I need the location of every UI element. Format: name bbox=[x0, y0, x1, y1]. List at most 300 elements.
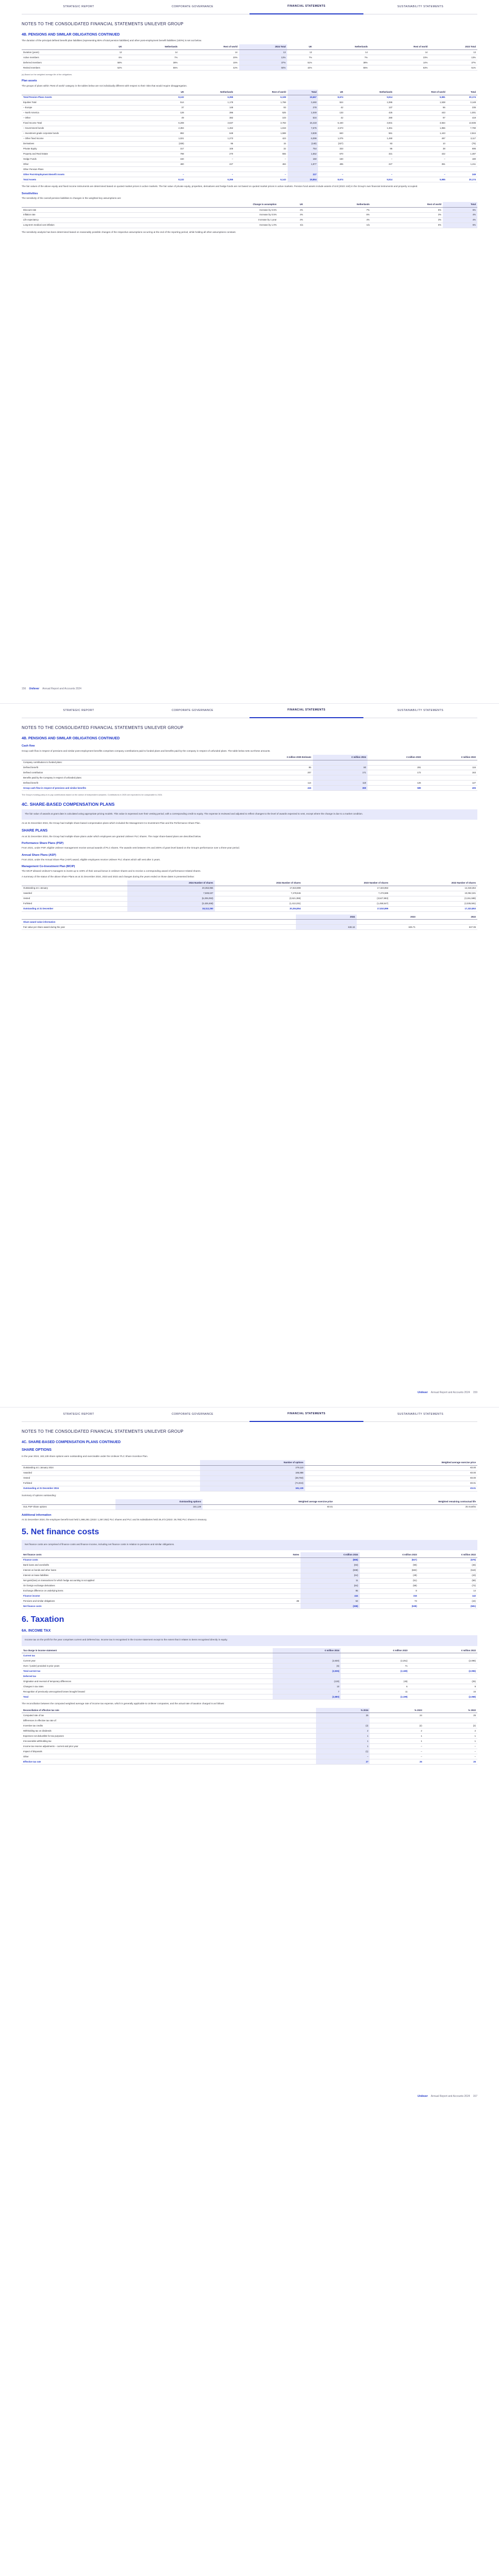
table-row bbox=[22, 1588, 477, 1594]
table-header: Rest of world bbox=[371, 202, 443, 207]
row-label: Derivatives bbox=[22, 141, 159, 146]
table-row bbox=[22, 55, 477, 60]
table-row bbox=[22, 1504, 477, 1510]
table-cell bbox=[394, 167, 447, 172]
table-cell bbox=[296, 920, 356, 925]
table-header: Reconciliation of effective tax rate bbox=[22, 1708, 316, 1713]
table-row bbox=[22, 1664, 477, 1669]
table-cell: 13% bbox=[239, 55, 287, 60]
table-cell: 7% bbox=[124, 55, 179, 60]
row-label: Fixed Income Total bbox=[22, 121, 159, 126]
nav-corporate-governance[interactable]: CORPORATE GOVERNANCE bbox=[172, 5, 213, 8]
table-row bbox=[22, 126, 477, 131]
table-cell: 7,473,585 bbox=[302, 891, 390, 896]
table-row bbox=[22, 141, 477, 146]
table-cell: 17,323,853 bbox=[302, 886, 390, 891]
row-label: Life expectancy bbox=[22, 217, 165, 223]
table-cell: 207 bbox=[227, 770, 313, 775]
table-cell: 25 bbox=[424, 1713, 477, 1718]
table-cell: 6,099 bbox=[288, 136, 318, 141]
table-cell bbox=[417, 920, 477, 925]
table-cell: – bbox=[318, 172, 345, 177]
policy-text: Net finance costs are comprised of finance costs and finance income, including net finance costs in relation to pensions and similar obligations. bbox=[25, 1543, 175, 1546]
table-cell: 7,790 bbox=[447, 126, 477, 131]
table-cell: (2,199) bbox=[341, 1694, 409, 1700]
table-cell: (51) bbox=[360, 1578, 419, 1583]
table-cell: 8,674 bbox=[318, 177, 345, 182]
table-cell: 142 bbox=[419, 1594, 477, 1599]
table-cell: 95 bbox=[301, 1588, 359, 1594]
page-2 bbox=[0, 704, 499, 1407]
table-cell: 317 bbox=[159, 146, 186, 151]
table-cell: (72) bbox=[419, 1583, 477, 1588]
table-cell bbox=[423, 760, 477, 765]
table-header bbox=[22, 202, 165, 207]
table-cell: 5,514 bbox=[345, 95, 394, 100]
table-cell: 14 bbox=[369, 50, 429, 55]
table-row bbox=[22, 896, 477, 901]
table-cell: – bbox=[235, 157, 288, 162]
table-cell: 37 bbox=[159, 105, 186, 110]
table-cell: 58% bbox=[97, 60, 123, 65]
table-header: Net finance costs bbox=[22, 1552, 270, 1557]
nav-financial-statements[interactable]: FINANCIAL STATEMENTS bbox=[250, 704, 363, 718]
row-label: Total Pension Plans Assets bbox=[22, 95, 159, 100]
table-cell: 20,174 bbox=[447, 177, 477, 182]
table-cell: 227 bbox=[288, 172, 318, 177]
table-row bbox=[22, 172, 477, 177]
table-cell: 279,110 bbox=[200, 1465, 305, 1470]
table-cell: 4,394 bbox=[159, 126, 186, 131]
table-cell: 1,552 bbox=[288, 151, 318, 157]
table-cell: 11 bbox=[301, 1578, 359, 1583]
table-row bbox=[22, 1465, 477, 1470]
table-header: € million 2023 bbox=[368, 755, 422, 760]
row-label: Outstanding at 31 December bbox=[22, 906, 127, 911]
table-row bbox=[22, 1739, 477, 1744]
table-cell: 1,877 bbox=[288, 162, 318, 167]
share-comp-text: As at 31 December 2024, the Group had multiple share-based compensation plans which included the Management Co-Investment Plan and the Performance Share Plan. bbox=[22, 822, 201, 825]
row-label: Net finance costs bbox=[22, 1604, 270, 1609]
row-label: Incentive tax credits bbox=[22, 1723, 316, 1728]
table-cell: 16,418 bbox=[288, 121, 318, 126]
nav-financial-statements[interactable]: FINANCIAL STATEMENTS bbox=[250, 0, 363, 14]
table-cell bbox=[424, 1718, 477, 1723]
table-header: € million 2022 bbox=[409, 1648, 477, 1653]
table-cell: (45) bbox=[341, 1679, 409, 1684]
table-cell: 6,355 bbox=[186, 177, 235, 182]
table-cell bbox=[409, 1653, 477, 1658]
table-cell: 42% bbox=[287, 65, 313, 71]
table-cell: 186,888 bbox=[200, 1470, 305, 1476]
table-cell: 93 bbox=[345, 141, 394, 146]
row-label: Property and Real Estate bbox=[22, 151, 159, 157]
top-nav bbox=[22, 0, 477, 14]
footer-brand: Unilever bbox=[29, 687, 40, 691]
table-row bbox=[22, 1749, 477, 1754]
table-cell: 12 bbox=[287, 50, 313, 55]
table-row bbox=[22, 1713, 477, 1718]
row-label: Outstanding at 1 January bbox=[22, 886, 127, 891]
table-cell: 163 bbox=[423, 770, 477, 775]
row-label: – Investment grade corporate bonds bbox=[22, 131, 159, 136]
table-cell: – bbox=[370, 1749, 423, 1754]
table-cell: 42 bbox=[318, 115, 345, 121]
table-cell: Increase by 0.5% bbox=[165, 207, 278, 212]
table-cell: 555 bbox=[235, 151, 288, 157]
sensitivities-title: Sensitivities bbox=[22, 192, 38, 195]
additional-info-title: Additional information bbox=[22, 1513, 52, 1517]
row-label: Current year bbox=[22, 1658, 273, 1664]
page-footer bbox=[22, 1391, 477, 1395]
table-cell: 17,323,853 bbox=[390, 906, 477, 911]
table-row bbox=[22, 105, 477, 110]
table-row bbox=[22, 786, 477, 791]
table-cell: 278 bbox=[288, 105, 318, 110]
table-cell: 369 bbox=[313, 786, 368, 791]
nav-sustainability-statements[interactable]: SUSTAINABILITY STATEMENTS bbox=[397, 709, 444, 712]
table-cell bbox=[318, 167, 345, 172]
table-header-row bbox=[22, 880, 477, 886]
table-cell: n/a bbox=[278, 223, 305, 228]
table-cell: 150 bbox=[288, 157, 318, 162]
table-cell: 534 bbox=[288, 115, 318, 121]
table-cell: (3,151,598) bbox=[390, 896, 477, 901]
notes-title: NOTES TO THE CONSOLIDATED FINANCIAL STATEMENTS UNILEVER GROUP bbox=[22, 1429, 184, 1434]
table-cell: 20,353,856 bbox=[127, 886, 215, 891]
table-cell: 648 bbox=[186, 131, 235, 136]
table-cell: 406 bbox=[423, 786, 477, 791]
footer-brand: Unilever bbox=[418, 1391, 428, 1395]
table-header: UK bbox=[287, 44, 313, 49]
table-cell: 485 bbox=[318, 162, 345, 167]
table-cell: 419 bbox=[447, 115, 477, 121]
table-row bbox=[22, 1669, 477, 1674]
table-row bbox=[22, 1573, 477, 1578]
table-row bbox=[22, 1604, 477, 1609]
table-cell bbox=[313, 775, 368, 781]
nav-financial-statements[interactable]: FINANCIAL STATEMENTS bbox=[250, 1408, 363, 1422]
share-plans-table bbox=[22, 880, 477, 912]
table-cell bbox=[273, 1674, 341, 1679]
table-cell: (339) bbox=[159, 141, 186, 146]
row-label: Differences in effective tax rate of: bbox=[22, 1718, 316, 1723]
table-cell: 524 bbox=[318, 100, 345, 105]
share-comp-title: 4C. SHARE-BASED COMPENSATION PLANS bbox=[22, 801, 115, 807]
top-nav bbox=[22, 704, 477, 718]
table-cell bbox=[227, 775, 313, 781]
table-header: € million 2024 bbox=[313, 755, 368, 760]
row-label: Inflation rate bbox=[22, 212, 165, 217]
plan-assets-text: The groups of plans within 'Rest of world' category in the tables below are not individually different with respect to their risks that would require disaggregation. bbox=[22, 84, 188, 87]
table-cell: 133 bbox=[318, 110, 345, 115]
table-cell: – bbox=[424, 1754, 477, 1759]
table-header: % 2023 bbox=[370, 1708, 423, 1713]
table-cell: 4B bbox=[270, 1599, 301, 1604]
nav-strategic-report[interactable]: STRATEGIC REPORT bbox=[63, 709, 94, 712]
nav-sustainability-statements[interactable]: SUSTAINABILITY STATEMENTS bbox=[397, 1413, 444, 1416]
table-cell bbox=[270, 1578, 301, 1583]
table-cell: 180 bbox=[447, 157, 477, 162]
table-cell bbox=[270, 1563, 301, 1568]
table-cell: (6,206,093) bbox=[127, 896, 215, 901]
table-cell: 1,598 bbox=[235, 131, 288, 136]
table-cell: 425 bbox=[345, 110, 394, 115]
table-row bbox=[22, 1563, 477, 1568]
table-row bbox=[22, 770, 477, 775]
table-row bbox=[22, 925, 477, 930]
table-cell: 11 bbox=[341, 1689, 409, 1694]
table-row bbox=[22, 1599, 477, 1604]
table-cell: 7,675 bbox=[288, 126, 318, 131]
row-label: Deferred tax bbox=[22, 1674, 273, 1679]
row-label: – North America bbox=[22, 110, 159, 115]
table-cell: 55% bbox=[313, 65, 369, 71]
table-header: Rest of world bbox=[394, 90, 447, 95]
table-cell: 4% bbox=[305, 217, 371, 223]
row-label: Total Assets bbox=[22, 177, 159, 182]
table-cell: (2) bbox=[370, 1723, 423, 1728]
table-cell: 18,112,250 bbox=[127, 906, 215, 911]
table-cell: 25 bbox=[424, 1759, 477, 1765]
table-cell: (682) bbox=[360, 1568, 419, 1573]
table-header: 2023 bbox=[357, 914, 417, 920]
policy-box bbox=[22, 809, 477, 820]
mcip-text: The MCIP allowed Unilever's managers to invest up to 100% of their annual bonus in Unilever shares and to receive a corresponding award of performance-related shares. bbox=[22, 870, 201, 873]
table-cell: (64) bbox=[301, 1573, 359, 1578]
table-cell: (1,413,231) bbox=[215, 901, 303, 906]
table-cell: 51% bbox=[287, 60, 313, 65]
table-cell: (2,096) bbox=[409, 1658, 477, 1664]
table-cell: 55% bbox=[124, 65, 179, 71]
table-cell: (2,035,591) bbox=[390, 901, 477, 906]
row-label: Impact of disposals bbox=[22, 1749, 316, 1754]
notes-title: NOTES TO THE CONSOLIDATED FINANCIAL STATEMENTS UNILEVER GROUP bbox=[22, 22, 184, 26]
table-header: Total bbox=[447, 90, 477, 95]
row-label: Finance income bbox=[22, 1594, 270, 1599]
row-label: Interest on lease liabilities bbox=[22, 1573, 270, 1578]
table-header: 2022 Number of shares bbox=[390, 880, 477, 886]
table-cell: 10 bbox=[394, 141, 447, 146]
share-plans-title: SHARE PLANS bbox=[22, 828, 48, 833]
row-label: Recognition of previously unrecognised losses brought forward bbox=[22, 1689, 273, 1694]
table-cell: 1 bbox=[316, 1744, 370, 1749]
table-cell: 3,460 bbox=[288, 100, 318, 105]
table-cell: (58) bbox=[419, 1578, 477, 1583]
table-cell: 3,783 bbox=[235, 121, 288, 126]
table-cell: (6) bbox=[273, 1664, 341, 1669]
table-cell: 1,001 bbox=[447, 110, 477, 115]
row-label: – Government bonds bbox=[22, 126, 159, 131]
table-row bbox=[22, 223, 477, 228]
table-row bbox=[22, 151, 477, 157]
table-cell: – bbox=[394, 172, 447, 177]
table-cell: 181,139 bbox=[115, 1504, 203, 1510]
table-cell: 118 bbox=[313, 781, 368, 786]
table-cell: 42 bbox=[318, 105, 345, 110]
policy-text: The fair value of awards at grant date is calculated using appropriate pricing models. This value is expensed over their vesting period, with a corresponding credit to equity. The expense is reviewed and adjusted to reflect changes to the level of awards expected to vest, except where the change is due to a market condition. bbox=[25, 812, 363, 816]
table-cell: €0.01 bbox=[305, 1481, 477, 1486]
table-row bbox=[22, 1674, 477, 1679]
table-cell: (76) bbox=[447, 141, 477, 146]
table-cell: 249 bbox=[447, 172, 477, 177]
table-cell bbox=[313, 760, 368, 765]
row-label: Effective tax rate bbox=[22, 1759, 316, 1765]
table-cell: 17,810,899 bbox=[302, 906, 390, 911]
section-title: 4B. PENSIONS AND SIMILAR OBLIGATIONS CONTINUED bbox=[22, 736, 120, 740]
row-label: Group cash flow in respect of pensions and similar benefits bbox=[22, 786, 227, 791]
table-header: € million 2024 bbox=[301, 1552, 359, 1557]
table-cell: (74,034) bbox=[200, 1481, 305, 1486]
table-cell: 137 bbox=[345, 105, 394, 110]
table-row bbox=[22, 65, 477, 71]
table-cell: 32 bbox=[235, 146, 288, 151]
table-header: Total bbox=[288, 90, 318, 95]
table-cell: 2,844 bbox=[447, 131, 477, 136]
table-cell: 227 bbox=[186, 162, 235, 167]
table-cell: – bbox=[394, 157, 447, 162]
table-cell: (2) bbox=[424, 1723, 477, 1728]
taxation-title: 6. Taxation bbox=[22, 1615, 64, 1624]
row-label: Other Post-Employment Benefit Assets bbox=[22, 172, 159, 177]
row-label: Withholding tax on dividends bbox=[22, 1728, 316, 1734]
table-cell: 127 bbox=[423, 781, 477, 786]
table-cell: €0.01 bbox=[203, 1504, 335, 1510]
table-cell: 484 bbox=[235, 162, 288, 167]
row-label: Company contributions to funded plans: bbox=[22, 760, 227, 765]
table-cell: 148 bbox=[186, 105, 235, 110]
table-cell: – bbox=[370, 1744, 423, 1749]
nav-strategic-report[interactable]: STRATEGIC REPORT bbox=[63, 5, 94, 8]
table-row bbox=[22, 1728, 477, 1734]
row-label: Private Equity bbox=[22, 146, 159, 151]
table-row bbox=[22, 1583, 477, 1588]
options-summary-label: Summary of options outstanding: bbox=[22, 1494, 57, 1497]
footer-text: Annual Report and Accounts 2024 bbox=[430, 1391, 470, 1395]
table-row bbox=[22, 207, 477, 212]
table-cell: 670 bbox=[318, 151, 345, 157]
policy-text: Income tax on the profit for the year comprises current and deferred tax. Income tax is recognised in the income statement except to the extent that it relates to items recognised directly in equity. bbox=[25, 1638, 228, 1641]
table-row bbox=[22, 177, 477, 182]
table-cell bbox=[357, 920, 417, 925]
table-cell: 4% bbox=[278, 212, 305, 217]
share-value-table bbox=[22, 914, 477, 930]
table-header: Weighted remaining contractual life bbox=[335, 1499, 477, 1504]
table-cell: 1,487 bbox=[447, 151, 477, 157]
table-cell: 105 bbox=[186, 146, 235, 151]
table-cell bbox=[270, 1573, 301, 1578]
table-cell: (38,750) bbox=[200, 1476, 305, 1481]
row-label: Duration (years) bbox=[22, 50, 97, 55]
table-cell: €0.01 bbox=[305, 1486, 477, 1491]
nav-corporate-governance[interactable]: CORPORATE GOVERNANCE bbox=[172, 709, 213, 712]
table-cell: 1,462 bbox=[186, 126, 235, 131]
table-row bbox=[22, 1694, 477, 1700]
table-cell: 1,538 bbox=[394, 100, 447, 105]
table-cell: 1 bbox=[316, 1739, 370, 1744]
share-plans-text: As at 31 December 2024, the Group had multiple share plans under which employees are granted Unilever PLC shares. The major share-based plans are described below. bbox=[22, 835, 202, 838]
table-row bbox=[22, 136, 477, 141]
table-row bbox=[22, 1594, 477, 1599]
row-label: Exchange difference on underlying items bbox=[22, 1588, 270, 1594]
table-cell bbox=[270, 1568, 301, 1573]
table-cell: 321 bbox=[345, 151, 394, 157]
table-row bbox=[22, 1754, 477, 1759]
table-cell: (885) bbox=[301, 1557, 359, 1563]
table-cell: (2,880) bbox=[273, 1694, 341, 1700]
table-header: Weighted average exercise price bbox=[305, 1460, 477, 1465]
table-cell: (2,836) bbox=[273, 1669, 341, 1674]
page-footer bbox=[22, 687, 477, 691]
duration-note: (a) Based on the weighted average life of the obligations. bbox=[22, 73, 73, 76]
table-cell bbox=[288, 167, 318, 172]
table-row bbox=[22, 60, 477, 65]
table-cell: 12 bbox=[97, 50, 123, 55]
table-header: Notes bbox=[270, 1552, 301, 1557]
table-cell: 1,490 bbox=[345, 136, 394, 141]
table-cell: 382 bbox=[186, 115, 235, 121]
table-header: 2023 Number of shares bbox=[302, 880, 390, 886]
table-cell: 525 bbox=[235, 110, 288, 115]
row-label: Other bbox=[22, 1754, 316, 1759]
table-cell: (46) bbox=[419, 1563, 477, 1568]
share-options-title: SHARE OPTIONS bbox=[22, 1448, 52, 1452]
table-cell: 53 bbox=[301, 1599, 359, 1604]
table-cell: 1,178 bbox=[186, 100, 235, 105]
table-cell: 17,810,899 bbox=[215, 886, 303, 891]
table-cell: 171 bbox=[313, 770, 368, 775]
table-cell: (327) bbox=[318, 141, 345, 146]
nav-sustainability-statements[interactable]: SUSTAINABILITY STATEMENTS bbox=[397, 5, 444, 8]
table-row bbox=[22, 50, 477, 55]
table-cell: 3,117 bbox=[447, 136, 477, 141]
row-label: Expenses not deductible for tax purposes bbox=[22, 1734, 316, 1739]
footer-text: Annual Report and Accounts 2024 bbox=[42, 687, 81, 691]
table-cell: 13 bbox=[239, 50, 287, 55]
page-number: 156 bbox=[22, 687, 26, 691]
table-cell bbox=[227, 760, 313, 765]
table-row bbox=[22, 920, 477, 925]
table-row bbox=[22, 1476, 477, 1481]
row-label: Pensions and similar obligations bbox=[22, 1599, 270, 1604]
table-header-row bbox=[22, 755, 477, 760]
table-header: € million 2023 bbox=[360, 1552, 419, 1557]
table-cell: 6,440 bbox=[318, 121, 345, 126]
table-cell: 6 bbox=[341, 1684, 409, 1689]
table-cell: – bbox=[424, 1744, 477, 1749]
table-header-row bbox=[22, 1499, 477, 1504]
table-cell: 6,108 bbox=[235, 95, 288, 100]
table-cell: 7,478,546 bbox=[215, 891, 303, 896]
table-cell: (679) bbox=[419, 1557, 477, 1563]
table-cell: (2,251) bbox=[341, 1658, 409, 1664]
table-header: % 2024 bbox=[316, 1708, 370, 1713]
table-row bbox=[22, 1718, 477, 1723]
row-label: Origination and reversal of temporary differences bbox=[22, 1679, 273, 1684]
additional-info-text: At 31 December 2024, the employee benefit trust held 1,986,391 (2023: 1,367,052) PLC shares and PLC and its subsidiaries held 28,473 (2023: 29,765) PLC shares in treasury. bbox=[22, 1518, 207, 1521]
table-cell: (83) bbox=[301, 1563, 359, 1568]
nav-strategic-report[interactable]: STRATEGIC REPORT bbox=[63, 1413, 94, 1416]
table-cell: 114 bbox=[227, 781, 313, 786]
table-cell bbox=[368, 760, 422, 765]
nav-corporate-governance[interactable]: CORPORATE GOVERNANCE bbox=[172, 1413, 213, 1416]
table-header: Number of options bbox=[200, 1460, 305, 1465]
table-header: 2024 Total bbox=[239, 44, 287, 49]
table-cell bbox=[270, 1604, 301, 1609]
table-cell: 93 bbox=[235, 105, 288, 110]
table-cell: 63% bbox=[369, 65, 429, 71]
row-label: Net gain/(loss) on transactions for which hedge accounting is not applied bbox=[22, 1578, 270, 1583]
